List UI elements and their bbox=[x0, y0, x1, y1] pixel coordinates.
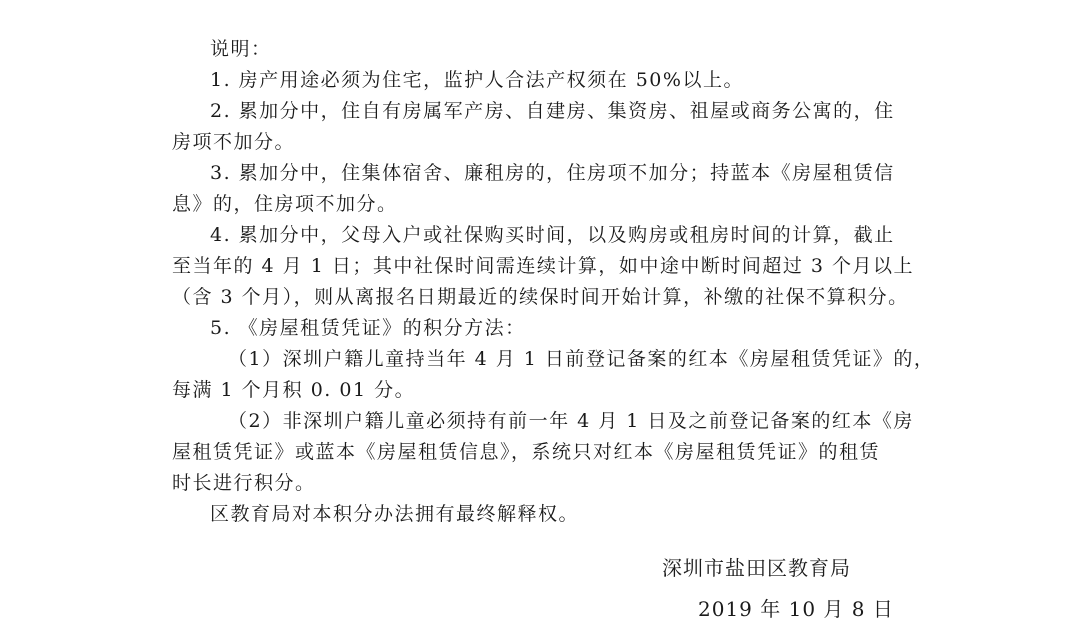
item-5-line-1: 5. 《房屋租赁凭证》的积分方法： bbox=[210, 317, 526, 339]
item-3 bbox=[172, 158, 922, 220]
item-2-line-1: 2. 累加分中，住自有房属军产房、自建房、集资房、祖屋或商务公寓的，住 bbox=[210, 100, 895, 122]
item-3-line-1: 3. 累加分中，住集体宿舍、廉租房的，住房项不加分；持蓝本《房屋租赁信 bbox=[210, 162, 895, 184]
item-5-sub-2-line-1: （2）非深圳户籍儿童必须持有前一年 4 月 1 日及之前登记备案的红本《房 bbox=[228, 410, 914, 432]
document-body bbox=[172, 34, 935, 530]
item-1 bbox=[172, 65, 922, 96]
item-3-line-2: 息》的，住房项不加分。 bbox=[172, 193, 398, 215]
item-4-line-2: 至当年的 4 月 1 日；其中社保时间需连续计算，如中途中断时间超过 3 个月以上 bbox=[172, 255, 915, 277]
heading: 说明： bbox=[210, 38, 272, 60]
item-5 bbox=[172, 313, 922, 344]
signature-organization: 深圳市盐田区教育局 bbox=[662, 556, 851, 580]
item-4-line-1: 4. 累加分中，父母入户或社保购买时间，以及购房或租房时间的计算，截止 bbox=[210, 224, 895, 246]
item-5-sub-1-line-1: （1）深圳户籍儿童持当年 4 月 1 日前登记备案的红本《房屋租赁凭证》的， bbox=[228, 348, 935, 370]
item-5-sub-1 bbox=[172, 344, 935, 406]
item-1-line-1: 1. 房产用途必须为住宅，监护人合法产权须在 50%以上。 bbox=[210, 69, 744, 91]
item-2 bbox=[172, 96, 922, 158]
item-4 bbox=[172, 220, 922, 313]
signature-date: 2019 年 10 月 8 日 bbox=[698, 597, 894, 621]
item-4-line-3: （含 3 个月），则从离报名日期最近的续保时间开始计算，补缴的社保不算积分。 bbox=[172, 286, 909, 308]
item-5-sub-1-line-2: 每满 1 个月积 0. 01 分。 bbox=[172, 379, 416, 401]
item-5-sub-2-line-3: 时长进行积分。 bbox=[172, 472, 316, 494]
item-5-sub-2-line-2: 屋租赁凭证》或蓝本《房屋租赁信息》，系统只对红本《房屋租赁凭证》的租赁 bbox=[172, 441, 881, 463]
item-5-sub-2 bbox=[172, 406, 922, 499]
item-2-line-2: 房项不加分。 bbox=[172, 131, 296, 153]
closing-statement: 区教育局对本积分办法拥有最终解释权。 bbox=[210, 503, 580, 525]
